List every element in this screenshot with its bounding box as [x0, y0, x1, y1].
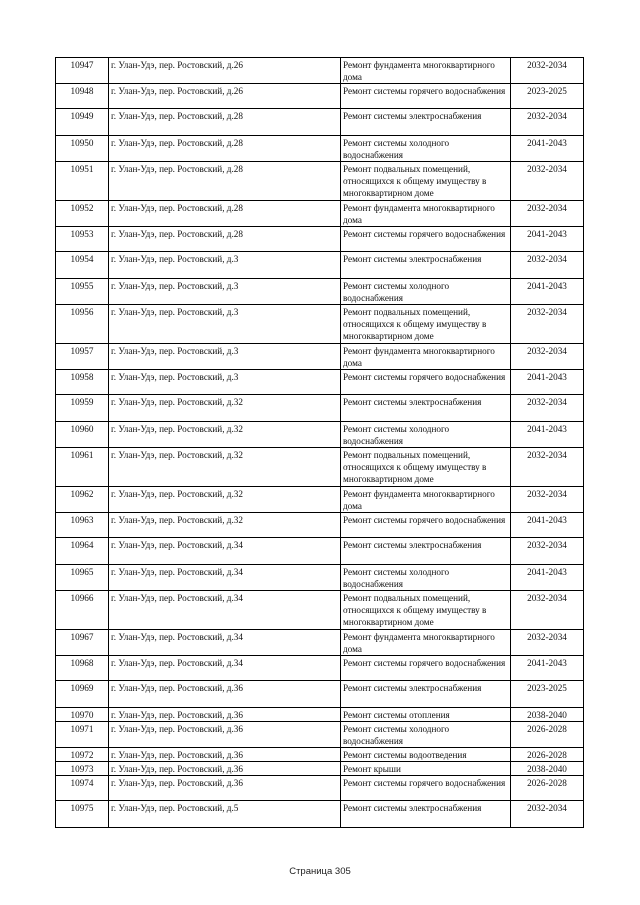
row-number: 10965	[56, 565, 109, 591]
row-address: г. Улан-Удэ, пер. Ростовский, д.28	[109, 136, 341, 162]
row-address: г. Улан-Удэ, пер. Ростовский, д.26	[109, 58, 341, 84]
table-row	[56, 136, 584, 162]
row-work-type: Ремонт системы отопления	[341, 708, 511, 722]
row-period: 2032-2034	[511, 162, 584, 201]
table-row	[56, 708, 584, 722]
row-number: 10951	[56, 162, 109, 201]
row-address: г. Улан-Удэ, пер. Ростовский, д.28	[109, 227, 341, 252]
row-work-type: Ремонт системы холодного водоснабжения	[341, 422, 511, 448]
row-address: г. Улан-Удэ, пер. Ростовский, д.32	[109, 395, 341, 422]
row-number: 10968	[56, 656, 109, 681]
row-address: г. Улан-Удэ, пер. Ростовский, д.36	[109, 681, 341, 708]
row-address: г. Улан-Удэ, пер. Ростовский, д.3	[109, 305, 341, 344]
row-number: 10948	[56, 84, 109, 109]
table-row	[56, 591, 584, 630]
row-period: 2032-2034	[511, 252, 584, 279]
row-address: г. Улан-Удэ, пер. Ростовский, д.28	[109, 201, 341, 227]
table-row	[56, 748, 584, 762]
row-work-type: Ремонт системы холодного водоснабжения	[341, 279, 511, 305]
row-address: г. Улан-Удэ, пер. Ростовский, д.36	[109, 762, 341, 776]
row-work-type: Ремонт системы горячего водоснабжения	[341, 84, 511, 109]
row-number: 10955	[56, 279, 109, 305]
row-period: 2032-2034	[511, 344, 584, 370]
repair-schedule-table	[55, 57, 584, 828]
row-period: 2032-2034	[511, 487, 584, 513]
table-row	[56, 448, 584, 487]
table-row	[56, 252, 584, 279]
row-address: г. Улан-Удэ, пер. Ростовский, д.36	[109, 722, 341, 748]
row-number: 10954	[56, 252, 109, 279]
row-address: г. Улан-Удэ, пер. Ростовский, д.32	[109, 422, 341, 448]
table-row	[56, 422, 584, 448]
row-number: 10969	[56, 681, 109, 708]
row-number: 10957	[56, 344, 109, 370]
row-address: г. Улан-Удэ, пер. Ростовский, д.3	[109, 279, 341, 305]
row-address: г. Улан-Удэ, пер. Ростовский, д.5	[109, 801, 341, 828]
table-row	[56, 109, 584, 136]
row-period: 2032-2034	[511, 395, 584, 422]
row-work-type: Ремонт фундамента многоквартирного дома	[341, 630, 511, 656]
table-body	[56, 58, 584, 828]
row-address: г. Улан-Удэ, пер. Ростовский, д.36	[109, 748, 341, 762]
page-number: Страница 305	[289, 866, 351, 877]
row-address: г. Улан-Удэ, пер. Ростовский, д.3	[109, 252, 341, 279]
table-row	[56, 305, 584, 344]
row-number: 10952	[56, 201, 109, 227]
row-number: 10958	[56, 370, 109, 395]
table-row	[56, 565, 584, 591]
table-row	[56, 201, 584, 227]
row-number: 10966	[56, 591, 109, 630]
row-address: г. Улан-Удэ, пер. Ростовский, д.36	[109, 776, 341, 801]
row-address: г. Улан-Удэ, пер. Ростовский, д.34	[109, 565, 341, 591]
row-work-type: Ремонт фундамента многоквартирного дома	[341, 58, 511, 84]
table-row	[56, 776, 584, 801]
row-work-type: Ремонт системы водоотведения	[341, 748, 511, 762]
row-period: 2032-2034	[511, 801, 584, 828]
row-number: 10974	[56, 776, 109, 801]
row-period: 2041-2043	[511, 370, 584, 395]
row-address: г. Улан-Удэ, пер. Ростовский, д.34	[109, 630, 341, 656]
row-address: г. Улан-Удэ, пер. Ростовский, д.3	[109, 344, 341, 370]
table-row	[56, 681, 584, 708]
row-work-type: Ремонт системы холодного водоснабжения	[341, 136, 511, 162]
row-number: 10959	[56, 395, 109, 422]
row-number: 10973	[56, 762, 109, 776]
row-number: 10947	[56, 58, 109, 84]
row-work-type: Ремонт подвальных помещений, относящихся к общему имуществу в многоквартирном доме	[341, 305, 511, 344]
table-row	[56, 344, 584, 370]
row-period: 2032-2034	[511, 538, 584, 565]
row-period: 2041-2043	[511, 565, 584, 591]
row-work-type: Ремонт крыши	[341, 762, 511, 776]
row-address: г. Улан-Удэ, пер. Ростовский, д.34	[109, 656, 341, 681]
row-number: 10953	[56, 227, 109, 252]
row-period: 2026-2028	[511, 748, 584, 762]
table-row	[56, 395, 584, 422]
row-period: 2026-2028	[511, 776, 584, 801]
row-work-type: Ремонт системы электроснабжения	[341, 109, 511, 136]
row-work-type: Ремонт системы горячего водоснабжения	[341, 513, 511, 538]
row-work-type: Ремонт системы горячего водоснабжения	[341, 776, 511, 801]
row-number: 10967	[56, 630, 109, 656]
table-row	[56, 722, 584, 748]
row-number: 10964	[56, 538, 109, 565]
row-work-type: Ремонт системы электроснабжения	[341, 801, 511, 828]
row-period: 2041-2043	[511, 136, 584, 162]
row-number: 10970	[56, 708, 109, 722]
row-number: 10956	[56, 305, 109, 344]
row-period: 2041-2043	[511, 422, 584, 448]
row-period: 2032-2034	[511, 448, 584, 487]
table-row	[56, 370, 584, 395]
row-number: 10972	[56, 748, 109, 762]
table-row	[56, 538, 584, 565]
table-row	[56, 58, 584, 84]
row-number: 10961	[56, 448, 109, 487]
row-address: г. Улан-Удэ, пер. Ростовский, д.32	[109, 513, 341, 538]
row-work-type: Ремонт подвальных помещений, относящихся к общему имуществу в многоквартирном доме	[341, 591, 511, 630]
table-row	[56, 630, 584, 656]
row-period: 2032-2034	[511, 630, 584, 656]
row-period: 2032-2034	[511, 201, 584, 227]
row-number: 10962	[56, 487, 109, 513]
row-number: 10971	[56, 722, 109, 748]
row-period: 2041-2043	[511, 513, 584, 538]
table-row	[56, 279, 584, 305]
row-address: г. Улан-Удэ, пер. Ростовский, д.32	[109, 487, 341, 513]
row-work-type: Ремонт системы холодного водоснабжения	[341, 722, 511, 748]
row-work-type: Ремонт подвальных помещений, относящихся к общему имуществу в многоквартирном доме	[341, 448, 511, 487]
row-address: г. Улан-Удэ, пер. Ростовский, д.34	[109, 538, 341, 565]
row-work-type: Ремонт системы электроснабжения	[341, 395, 511, 422]
table-row	[56, 656, 584, 681]
row-period: 2041-2043	[511, 279, 584, 305]
row-period: 2038-2040	[511, 762, 584, 776]
row-period: 2023-2025	[511, 84, 584, 109]
row-period: 2032-2034	[511, 58, 584, 84]
row-address: г. Улан-Удэ, пер. Ростовский, д.32	[109, 448, 341, 487]
row-period: 2032-2034	[511, 109, 584, 136]
row-work-type: Ремонт фундамента многоквартирного дома	[341, 487, 511, 513]
row-period: 2032-2034	[511, 305, 584, 344]
row-address: г. Улан-Удэ, пер. Ростовский, д.26	[109, 84, 341, 109]
row-address: г. Улан-Удэ, пер. Ростовский, д.36	[109, 708, 341, 722]
row-period: 2041-2043	[511, 656, 584, 681]
row-work-type: Ремонт системы горячего водоснабжения	[341, 370, 511, 395]
row-address: г. Улан-Удэ, пер. Ростовский, д.28	[109, 109, 341, 136]
table-row	[56, 227, 584, 252]
table-row	[56, 513, 584, 538]
row-period: 2032-2034	[511, 591, 584, 630]
row-number: 10949	[56, 109, 109, 136]
row-work-type: Ремонт фундамента многоквартирного дома	[341, 344, 511, 370]
row-work-type: Ремонт системы горячего водоснабжения	[341, 227, 511, 252]
table-row	[56, 762, 584, 776]
row-address: г. Улан-Удэ, пер. Ростовский, д.34	[109, 591, 341, 630]
row-number: 10960	[56, 422, 109, 448]
row-work-type: Ремонт системы электроснабжения	[341, 681, 511, 708]
row-work-type: Ремонт системы холодного водоснабжения	[341, 565, 511, 591]
row-period: 2023-2025	[511, 681, 584, 708]
row-work-type: Ремонт системы горячего водоснабжения	[341, 656, 511, 681]
table-row	[56, 162, 584, 201]
row-work-type: Ремонт системы электроснабжения	[341, 538, 511, 565]
table-row	[56, 487, 584, 513]
row-number: 10975	[56, 801, 109, 828]
row-address: г. Улан-Удэ, пер. Ростовский, д.28	[109, 162, 341, 201]
table-row	[56, 801, 584, 828]
row-work-type: Ремонт фундамента многоквартирного дома	[341, 201, 511, 227]
row-number: 10963	[56, 513, 109, 538]
row-work-type: Ремонт системы электроснабжения	[341, 252, 511, 279]
row-work-type: Ремонт подвальных помещений, относящихся к общему имуществу в многоквартирном доме	[341, 162, 511, 201]
row-period: 2038-2040	[511, 708, 584, 722]
row-address: г. Улан-Удэ, пер. Ростовский, д.3	[109, 370, 341, 395]
row-number: 10950	[56, 136, 109, 162]
table-row	[56, 84, 584, 109]
row-period: 2026-2028	[511, 722, 584, 748]
row-period: 2041-2043	[511, 227, 584, 252]
